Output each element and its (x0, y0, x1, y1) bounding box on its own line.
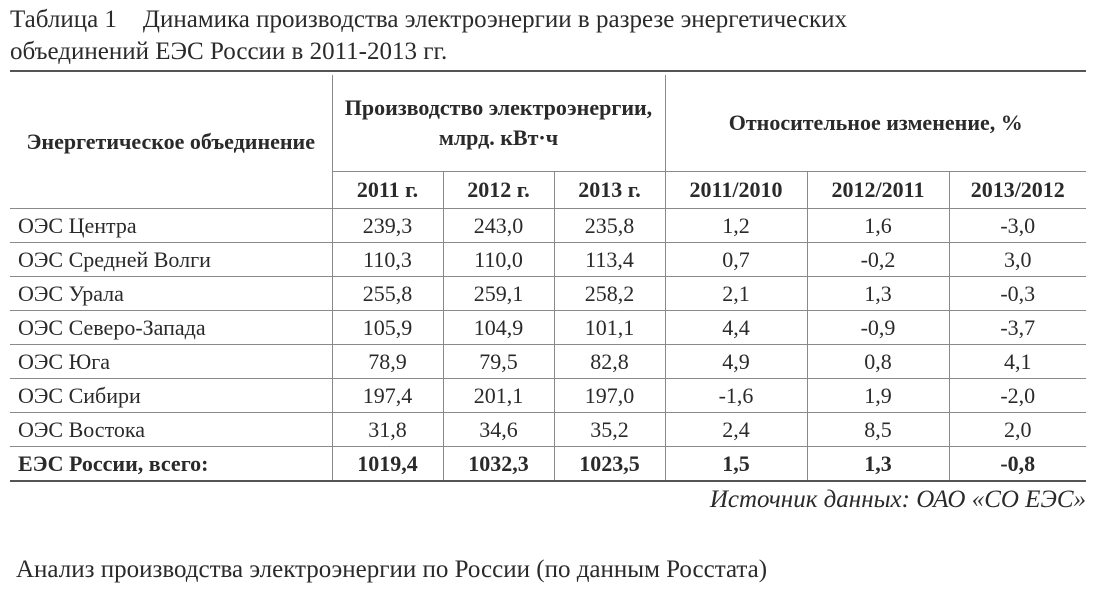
cell-production-2011: 255,8 (332, 277, 443, 311)
table-top-rule (10, 70, 1086, 72)
table-row (10, 311, 1086, 345)
total-production-2011: 1019,4 (332, 447, 443, 482)
cell-change-2011-2010: -1,6 (665, 379, 807, 413)
total-change-2011-2010: 1,5 (665, 447, 807, 482)
cell-production-2011: 31,8 (332, 413, 443, 447)
row-name: ОЭС Центра (10, 209, 332, 243)
header-production: Производство электроэнергии, млрд. кВт·ч (332, 75, 665, 172)
table-row (10, 413, 1086, 447)
header-relative-change: Относительное изменение, % (665, 75, 1086, 172)
header-period-2011-2010: 2011/2010 (665, 172, 807, 209)
table-row (10, 277, 1086, 311)
total-production-2012: 1032,3 (443, 447, 554, 482)
caption-title-line-1: Динамика производства электроэнергии в разрезе энергетических (142, 6, 848, 33)
table-row (10, 379, 1086, 413)
cell-production-2011: 197,4 (332, 379, 443, 413)
cell-production-2013: 35,2 (554, 413, 665, 447)
cell-production-2012: 79,5 (443, 345, 554, 379)
cell-change-2012-2011: 8,5 (807, 413, 949, 447)
cell-change-2012-2011: 0,8 (807, 345, 949, 379)
total-production-2013: 1023,5 (554, 447, 665, 482)
table-row (10, 345, 1086, 379)
header-period-2013-2012: 2013/2012 (949, 172, 1086, 209)
header-year-2013: 2013 г. (554, 172, 665, 209)
table-caption (10, 4, 1086, 68)
cell-production-2012: 259,1 (443, 277, 554, 311)
cell-change-2013-2012: -2,0 (949, 379, 1086, 413)
total-change-2013-2012: -0,8 (949, 447, 1086, 482)
cell-change-2011-2010: 1,2 (665, 209, 807, 243)
cell-production-2011: 239,3 (332, 209, 443, 243)
header-year-2011: 2011 г. (332, 172, 443, 209)
analysis-heading: Анализ производства электроэнергии по России (по данным Росстата) (16, 556, 768, 583)
cell-change-2013-2012: 3,0 (949, 243, 1086, 277)
total-row (10, 447, 1086, 482)
cell-change-2013-2012: 4,1 (949, 345, 1086, 379)
cell-production-2013: 113,4 (554, 243, 665, 277)
cell-change-2013-2012: -3,0 (949, 209, 1086, 243)
cell-change-2011-2010: 0,7 (665, 243, 807, 277)
cell-production-2013: 82,8 (554, 345, 665, 379)
cell-change-2011-2010: 4,4 (665, 311, 807, 345)
cell-production-2012: 110,0 (443, 243, 554, 277)
cell-production-2011: 110,3 (332, 243, 443, 277)
cell-change-2012-2011: 1,6 (807, 209, 949, 243)
header-period-2012-2011: 2012/2011 (807, 172, 949, 209)
cell-production-2013: 197,0 (554, 379, 665, 413)
table-number: Таблица 1 (10, 6, 117, 33)
row-name: ОЭС Востока (10, 413, 332, 447)
data-source-note: Источник данных: ОАО «СО ЕЭС» (709, 486, 1086, 513)
caption-title-line-2: объединений ЕЭС России в 2011-2013 гг. (10, 38, 448, 65)
header-year-2012: 2012 г. (443, 172, 554, 209)
table-row (10, 243, 1086, 277)
row-name: ОЭС Юга (10, 345, 332, 379)
cell-production-2012: 201,1 (443, 379, 554, 413)
row-name: ОЭС Сибири (10, 379, 332, 413)
cell-production-2011: 105,9 (332, 311, 443, 345)
production-table (10, 75, 1086, 482)
cell-production-2012: 104,9 (443, 311, 554, 345)
row-name: ОЭС Средней Волги (10, 243, 332, 277)
total-change-2012-2011: 1,3 (807, 447, 949, 482)
table-row (10, 209, 1086, 243)
cell-change-2011-2010: 2,4 (665, 413, 807, 447)
cell-production-2013: 101,1 (554, 311, 665, 345)
cell-change-2013-2012: -0,3 (949, 277, 1086, 311)
cell-change-2012-2011: 1,3 (807, 277, 949, 311)
cell-change-2012-2011: -0,2 (807, 243, 949, 277)
cell-change-2012-2011: 1,9 (807, 379, 949, 413)
cell-change-2013-2012: -3,7 (949, 311, 1086, 345)
header-energy-association: Энергетическое объединение (10, 75, 332, 209)
cell-production-2012: 243,0 (443, 209, 554, 243)
cell-production-2013: 258,2 (554, 277, 665, 311)
cell-change-2013-2012: 2,0 (949, 413, 1086, 447)
header-row-1 (10, 75, 1086, 172)
cell-change-2011-2010: 4,9 (665, 345, 807, 379)
cell-production-2012: 34,6 (443, 413, 554, 447)
caption-line-1 (10, 4, 1086, 36)
cell-production-2013: 235,8 (554, 209, 665, 243)
cell-change-2012-2011: -0,9 (807, 311, 949, 345)
cell-production-2011: 78,9 (332, 345, 443, 379)
cell-change-2011-2010: 2,1 (665, 277, 807, 311)
row-name: ОЭС Северо-Запада (10, 311, 332, 345)
row-name: ОЭС Урала (10, 277, 332, 311)
total-name: ЕЭС России, всего: (10, 447, 332, 482)
